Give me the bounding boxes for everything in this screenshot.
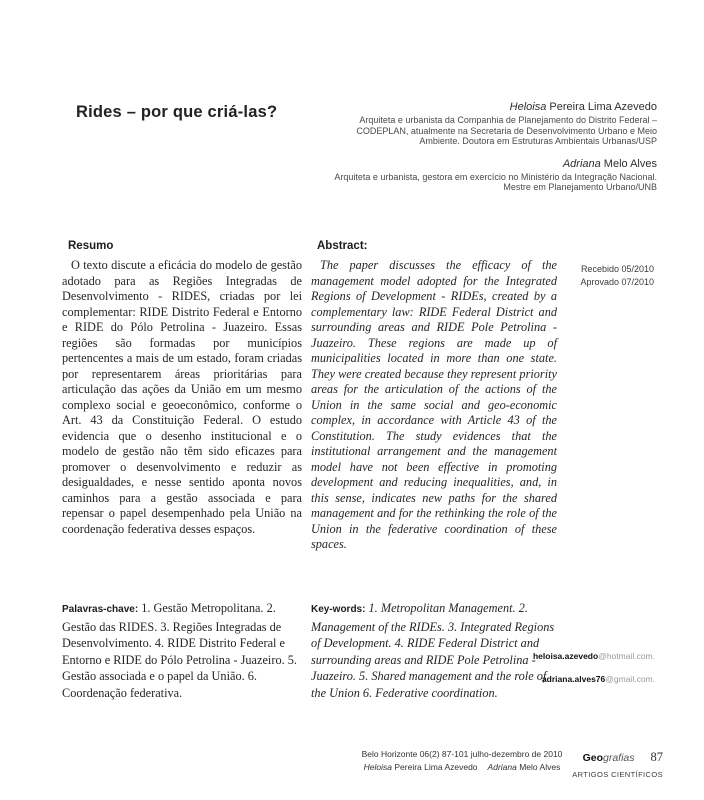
- received-date: Recebido 05/2010: [580, 264, 654, 274]
- page-number: 87: [650, 750, 663, 764]
- keywords-pt-label: Palavras-chave:: [62, 604, 139, 615]
- journal-logo-rest: grafias: [602, 752, 635, 764]
- author-name: [317, 158, 657, 170]
- resumo-section: [62, 240, 302, 537]
- emails-block: [533, 651, 655, 697]
- resumo-heading: Resumo: [68, 240, 114, 252]
- footer-author-first: Heloisa: [363, 762, 393, 772]
- keywords-en-text: 1. Metropolitan Management. 2. Management of the RIDEs. 3. Integrated Regions of Development. 4. RIDE Federal District and surrounding areas and RIDE Pole Petrolina - Juazeiro. 5. Shared management and the role of the Union 6. Federative coordination.: [311, 601, 555, 700]
- approved-date: Aprovado 07/2010: [580, 277, 654, 287]
- author-last-name: Pereira Lima Azevedo: [546, 101, 657, 113]
- footer-author-rest: Melo Alves: [516, 762, 561, 772]
- author-first-name: Adriana: [562, 157, 601, 170]
- footer-authors: [350, 761, 574, 774]
- email-domain: @hotmail.com.: [598, 651, 655, 661]
- footer-author: [488, 762, 561, 772]
- footer-author-first: Adriana: [487, 762, 517, 772]
- journal-logo: [553, 748, 663, 766]
- author-name: [317, 101, 657, 113]
- keywords-pt-section: [62, 600, 308, 702]
- abstract-body: The paper discusses the efficacy of the management model adopted for the Integrated Regions of Development - RIDEs, created by a complementary law: RIDE Federal District and surrounding areas and RIDE Pole Petrolina - Juazeiro. These regions are made up of municipalities located in more than one state. They were created because they represent priority areas for the articulation of the actions of the Union in the same social and geo-economic complex, in accordance with Article 43 of the Constitution. The study evidences that the institutional arrangement and the management model have not been effective in promoting development and reducing inequalities, and, in this sense, indicates new paths for the shared management and for the rethinking the role of the Union in the federative coordination of these spaces.: [311, 258, 557, 551]
- abstract-heading: Abstract:: [317, 240, 368, 252]
- email-address: [533, 674, 655, 684]
- author-last-name: Melo Alves: [600, 157, 657, 170]
- email-user: heloisa.azevedo: [532, 651, 599, 661]
- footer-citation: Belo Horizonte 06(2) 87-101 julho-dezembro de 2010: [361, 749, 563, 759]
- footer-author-rest: Pereira Lima Azevedo: [392, 762, 478, 772]
- journal-logo-bold: Geo: [582, 752, 603, 764]
- author-2: [317, 158, 657, 193]
- email-address: [533, 651, 655, 661]
- keywords-en-section: [311, 600, 561, 702]
- author-first-name: Heloisa: [509, 101, 547, 113]
- page-title: Rides – por que criá-las?: [76, 103, 278, 121]
- footer-citation-block: [350, 748, 574, 774]
- section-label: ARTIGOS CIENTÍFICOS: [572, 770, 663, 779]
- keywords-en-label: Key-words:: [311, 604, 366, 615]
- resumo-body: O texto discute a eficácia do modelo de gestão adotado para as Regiões Integradas de Desenvolvimento - RIDES, criadas por lei complementar: RIDE Distrito Federal e Entorno e RIDE do Pólo Petrolina - Juazeiro. Essas regiões são formadas por municípios pertencentes a mais de um estado, foram criadas por representarem áreas prioritárias para articulação das ações da União em um mesmo complexo social e geoeconômico, conforme o Art. 43 da Constituição Federal. O estudo evidencia que o desenho institucional e o modelo de gestão não têm sido eficazes para promover o desenvolvimento e reduzir as desigualdades, e nesse sentido aponta novos caminhos para a gestão associada e para repensar o papel desempenhado pela União na coordenação federativa desses espaços.: [62, 258, 302, 536]
- journal-footer-block: [553, 748, 663, 779]
- abstract-section: [311, 240, 557, 553]
- author-affiliation: Arquiteta e urbanista, gestora em exercício no Ministério da Integração Nacional. Mestre em Planejamento Urbano/UNB: [334, 171, 657, 193]
- footer-author: [364, 762, 478, 772]
- email-user: adriana.alves76: [541, 674, 606, 684]
- author-affiliation: Arquiteta e urbanista da Companhia de Planejamento do Distrito Federal – CODEPLAN, atualmente na Secretaria de Desenvolvimento Urbano e Meio Ambiente. Doutora em Estruturas Ambientais Urbanas/USP: [356, 115, 657, 147]
- dates-block: [580, 263, 654, 289]
- author-1: [317, 101, 657, 147]
- email-domain: @gmail.com.: [605, 674, 655, 684]
- keywords-pt-text: 1. Gestão Metropolitana. 2. Gestão das RIDES. 3. Regiões Integradas de Desenvolvimento. 4. RIDE Distrito Federal e Entorno e RIDE do Pólo Petrolina - Juazeiro. 5. Gestão associada e o papel da União. 6. Coordenação federativa.: [62, 601, 297, 700]
- author-block: [317, 101, 657, 204]
